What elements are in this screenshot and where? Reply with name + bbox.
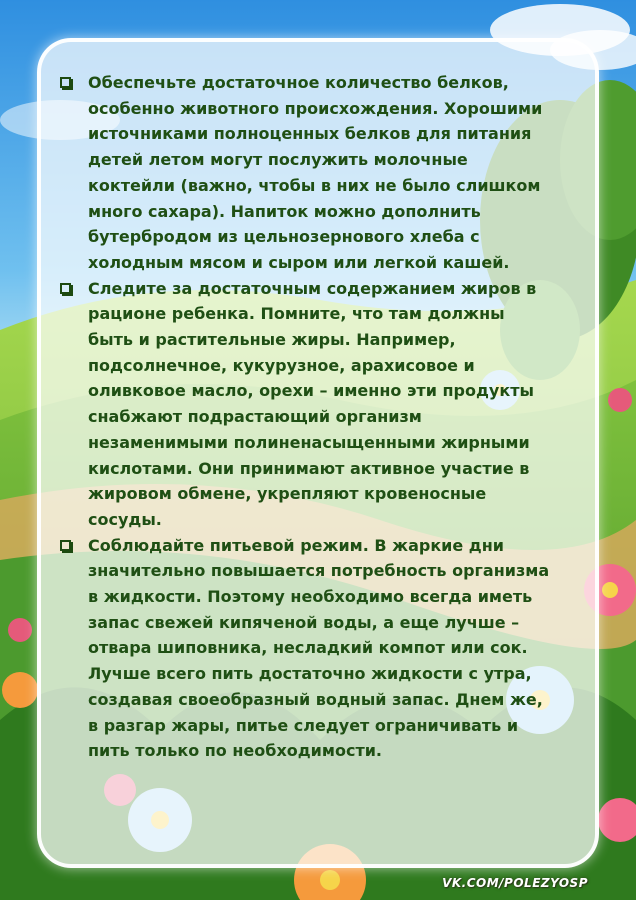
- checkbox-bullet-icon: [60, 540, 71, 551]
- checkbox-bullet-icon: [60, 283, 71, 294]
- list-item-text: Следите за достаточным содержанием жиров в рационе ребенка. Помните, что там должны быть и растительные жиры. Например, подсолнечное, кукурузное, арахисовое и оливковое масло, орехи – именно эти продукты снабжают подрастающий организм незаменимыми полиненасыщенными жирными кислотами. Они принимают активное участие в жировом обмене, укрепляют кровеносные сосуды.: [88, 278, 537, 529]
- list-item: [60, 533, 555, 764]
- advice-list: [60, 70, 555, 764]
- checkbox-bullet-icon: [60, 77, 71, 88]
- source-watermark: VK.COM/POLEZYOSP: [442, 876, 588, 890]
- list-item-text: Обеспечьте достаточное количество белков, особенно животного происхождения. Хорошими источниками полноценных белков для питания детей летом могут послужить молочные коктейли (важно, чтобы в них не было слишком много сахара). Напиток можно дополнить бутербродом из цельнозернового хлеба с холодным мясом и сыром или легкой кашей.: [88, 73, 543, 272]
- list-item: [60, 70, 555, 276]
- list-item-text: Соблюдайте питьевой режим. В жаркие дни значительно повышается потребность организма в жидкости. Поэтому необходимо всегда иметь запас свежей кипяченой воды, а еще лучше – отвара шиповника, несладкий компот или сок. Лучше всего пить достаточно жидкости с утра, создавая своеобразный водный запас. Днем же, в разгар жары, питье следует ограничивать и пить только по необходимости.: [88, 535, 550, 761]
- list-item: [60, 276, 555, 533]
